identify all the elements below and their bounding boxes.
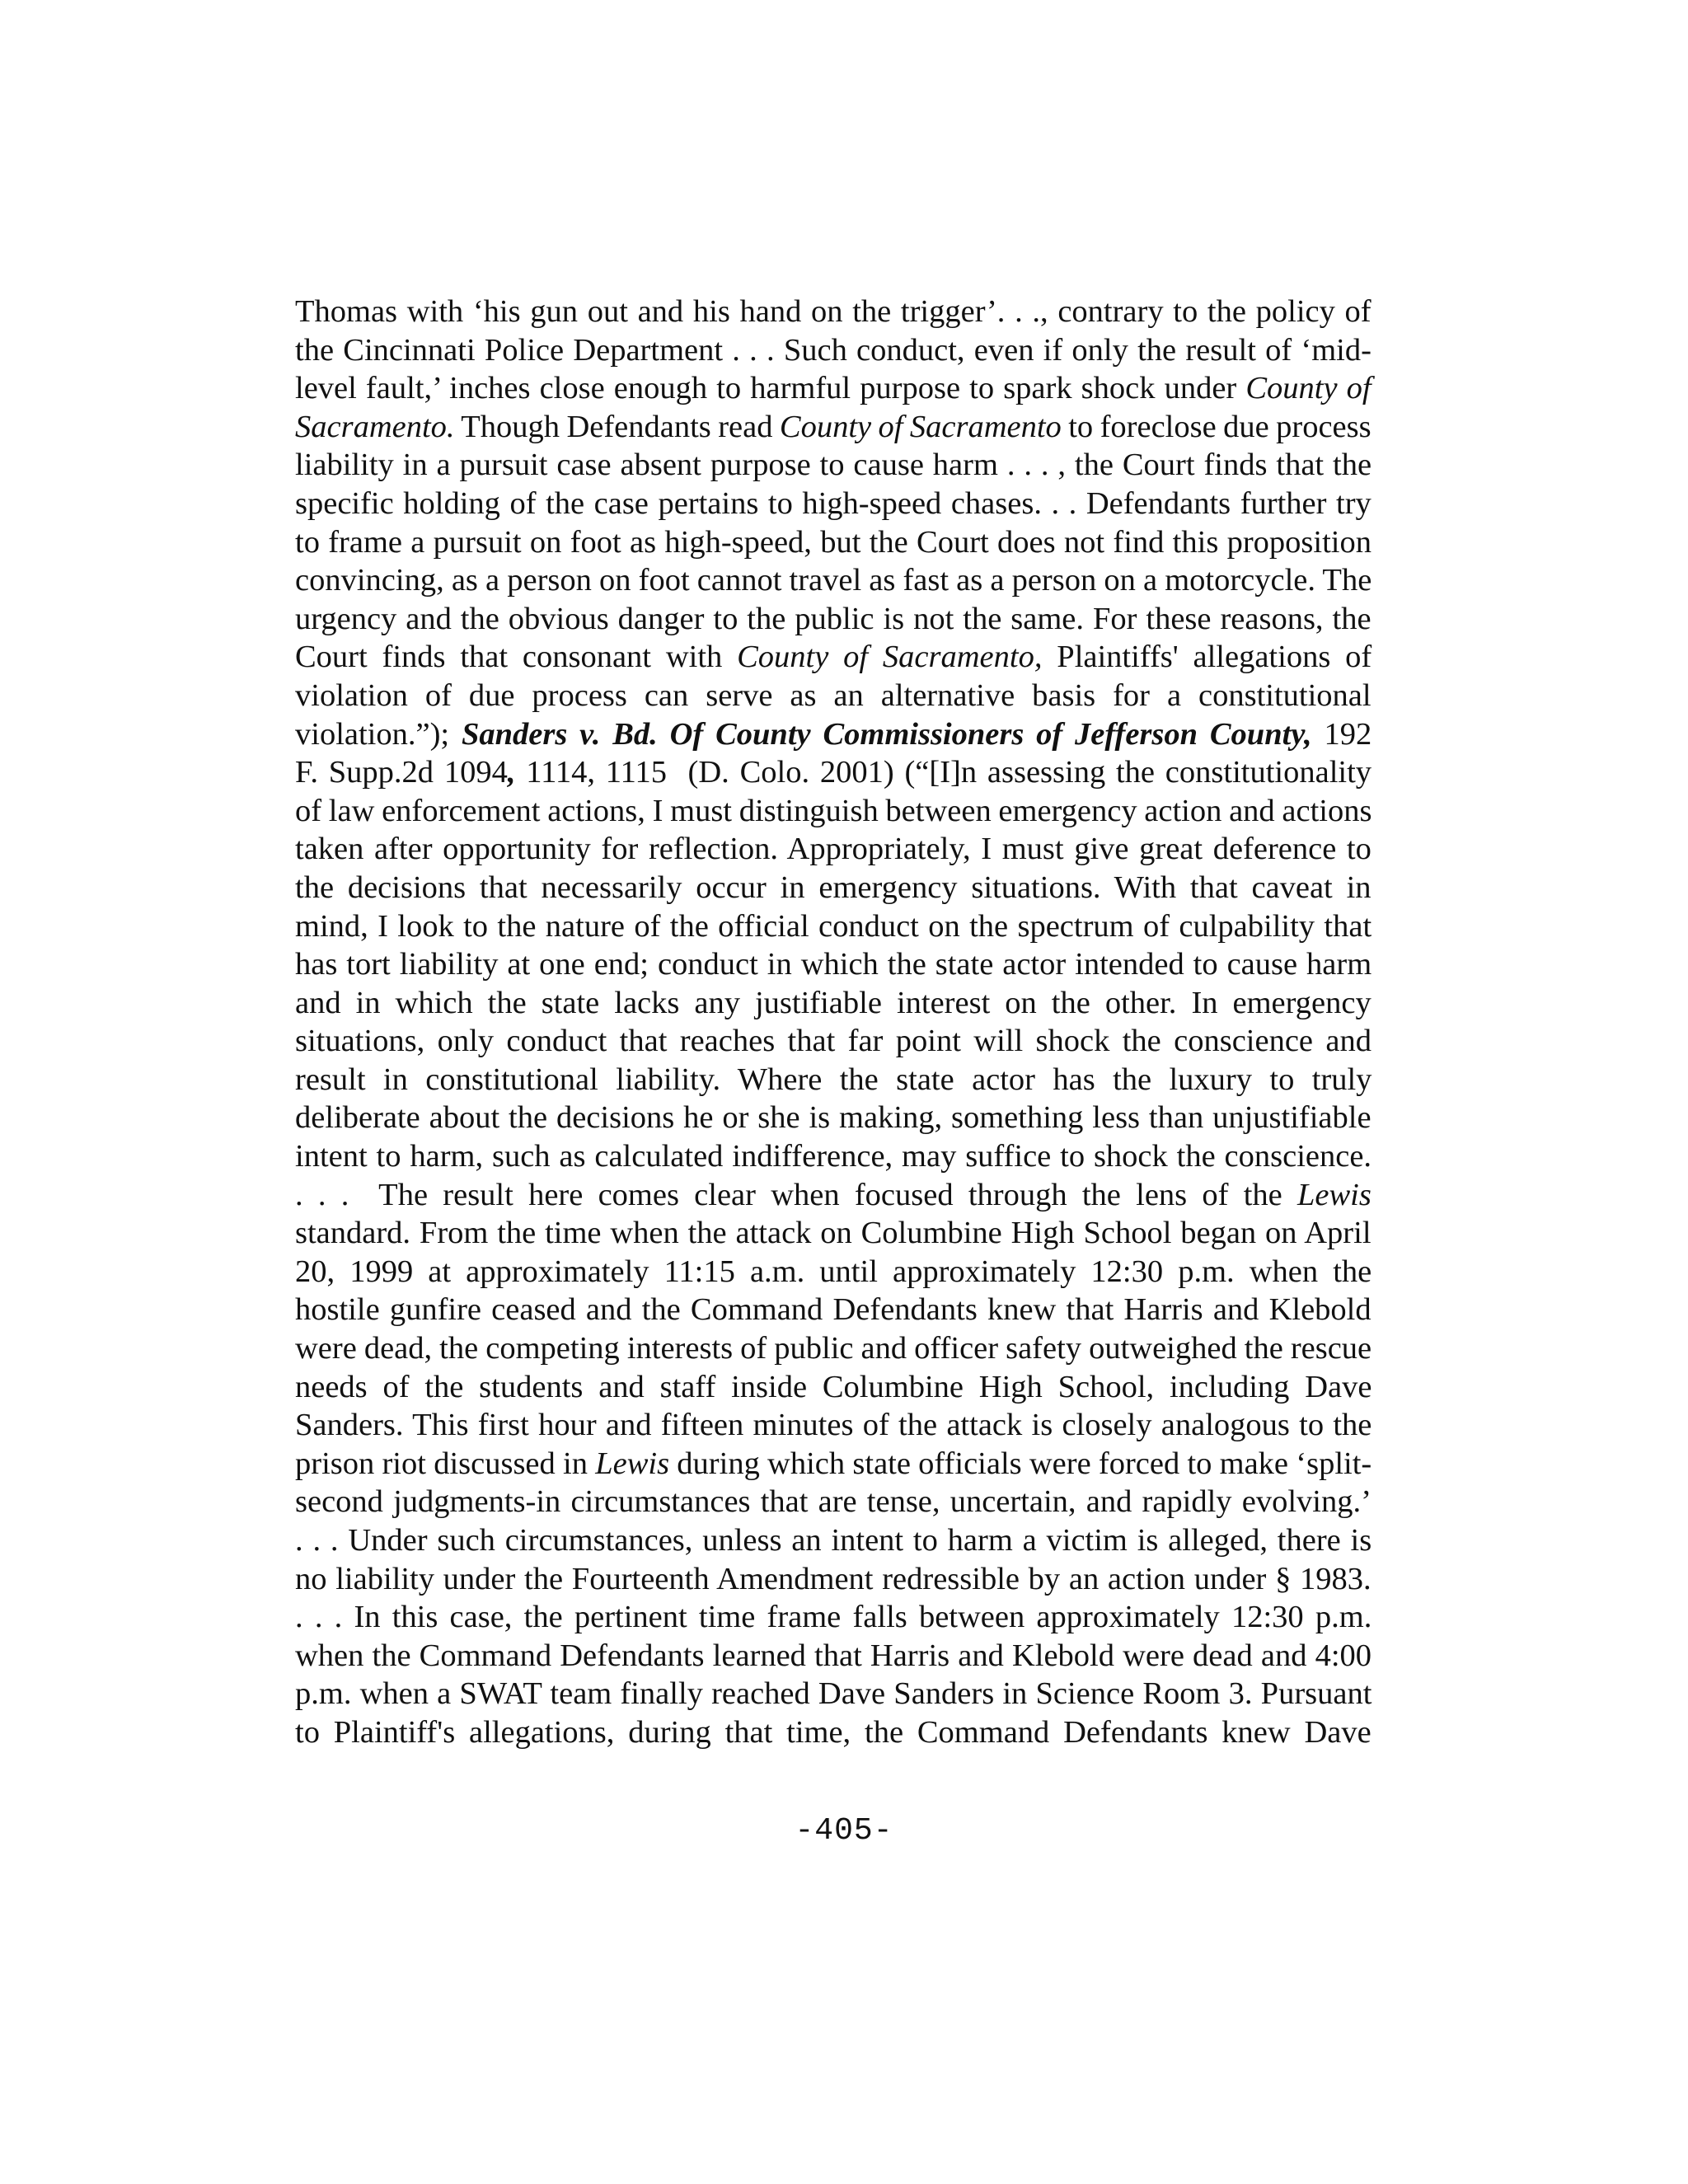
text-run: taken after opportunity for reflection. Appropriately, I must give great deference to	[295, 832, 1372, 867]
text-run: the decisions that necessarily occur in emergency situations. With that caveat in	[295, 869, 1372, 905]
text-run: 192	[1311, 716, 1372, 752]
text-run: liability in a pursuit case absent purpose to cause harm . . . , the Court finds that the	[295, 448, 1372, 483]
text-run: F. Supp.2d 1094	[295, 755, 508, 790]
text-run: to Plaintiff's allegations, during that time, the Command Defendants knew Dave	[295, 1714, 1372, 1750]
text-line	[295, 1061, 1372, 1099]
text-run: . . . Under such circumstances, unless an intent to harm a victim is alleged, there is	[295, 1523, 1372, 1558]
text-line	[295, 293, 1372, 331]
text-line	[295, 1406, 1372, 1445]
text-run: Court finds that consonant with	[295, 640, 738, 675]
text-line	[295, 600, 1372, 639]
text-line	[295, 485, 1372, 523]
text-line	[295, 1368, 1372, 1407]
text-run: has tort liability at one end; conduct in which the state actor intended to cause harm	[295, 947, 1372, 982]
italic-text: County of Sacramento,	[737, 640, 1043, 675]
italic-text: Sacramento.	[295, 409, 455, 444]
italic-text: County of	[1245, 371, 1372, 406]
body-text	[295, 293, 1372, 1752]
text-line	[295, 1291, 1372, 1329]
text-line	[295, 1483, 1372, 1521]
text-run: Though Defendants read	[454, 409, 780, 444]
text-line	[295, 984, 1372, 1023]
text-run: were dead, the competing interests of public and officer safety outweighed the rescue	[295, 1331, 1372, 1366]
text-line	[295, 1253, 1372, 1291]
text-run: of law enforcement actions, I must distinguish between emergency action and actions	[295, 793, 1372, 828]
text-run: to frame a pursuit on foot as high-speed, but the Court does not find this proposition	[295, 524, 1372, 560]
text-run: Thomas with ‘his gun out and his hand on the trigger’. . ., contrary to the policy of	[295, 294, 1372, 329]
text-run: when the Command Defendants learned that Harris and Klebold were dead and 4:00	[295, 1638, 1372, 1673]
text-line	[295, 753, 1372, 792]
text-line	[295, 1329, 1372, 1368]
text-run: during which state officials were forced to make ‘split-	[669, 1446, 1372, 1481]
text-run: violation of due process can serve as an alternative basis for a constitutional	[295, 677, 1372, 713]
case-citation: ,	[507, 755, 516, 790]
text-run: second judgments-in circumstances that are tense, uncertain, and rapidly evolving.’	[295, 1484, 1372, 1520]
page-number: -405-	[795, 1813, 893, 1849]
text-line	[295, 523, 1372, 562]
text-run: Plaintiffs' allegations of	[1042, 640, 1372, 675]
text-run: no liability under the Fourteenth Amendment redressible by an action under § 1983.	[295, 1561, 1372, 1596]
text-line	[295, 1713, 1372, 1752]
text-run: and in which the state lacks any justifiable interest on the other. In emergency	[295, 985, 1372, 1020]
text-line	[295, 907, 1372, 946]
text-run: intent to harm, such as calculated indifference, may suffice to shock the conscience.	[295, 1139, 1372, 1174]
text-run: standard. From the time when the attack on Columbine High School began on April	[295, 1216, 1372, 1251]
text-run: prison riot discussed in	[295, 1446, 596, 1481]
text-run: level fault,’ inches close enough to harmful purpose to spark shock under	[295, 371, 1246, 406]
text-run: 1114, 1115 (D. Colo. 2001) (“[I]n assessing the constitutionality	[515, 755, 1372, 790]
text-line	[295, 945, 1372, 984]
text-line	[295, 1521, 1372, 1560]
text-line	[295, 1598, 1372, 1637]
text-line	[295, 715, 1372, 754]
text-line	[295, 1099, 1372, 1137]
text-line	[295, 638, 1372, 677]
text-line	[295, 869, 1372, 907]
text-run: 20, 1999 at approximately 11:15 a.m. until approximately 12:30 p.m. when the	[295, 1254, 1372, 1289]
text-line	[295, 369, 1372, 408]
text-run: mind, I look to the nature of the official conduct on the spectrum of culpability that	[295, 908, 1372, 944]
text-line	[295, 1675, 1372, 1713]
text-run: situations, only conduct that reaches that far point will shock the conscience and	[295, 1024, 1372, 1059]
text-run: result in constitutional liability. Where the state actor has the luxury to truly	[295, 1062, 1372, 1097]
text-run: . . . The result here comes clear when focused through the lens of the	[295, 1177, 1297, 1212]
text-run: violation.”);	[295, 716, 462, 752]
case-citation: Sanders v. Bd. Of County Commissioners of Jefferson County,	[461, 716, 1312, 752]
text-run: specific holding of the case pertains to high-speed chases. . . Defendants further try	[295, 485, 1372, 521]
text-line	[295, 1214, 1372, 1253]
text-run: needs of the students and staff inside Columbine High School, including Dave	[295, 1369, 1372, 1404]
text-line	[295, 331, 1372, 370]
text-line	[295, 1022, 1372, 1061]
text-run: Sanders. This first hour and fifteen minutes of the attack is closely analogous to the	[295, 1408, 1372, 1443]
italic-text: Lewis	[595, 1446, 670, 1481]
text-run: the Cincinnati Police Department . . . Such conduct, even if only the result of ‘mid-	[295, 332, 1372, 368]
italic-text: Lewis	[1297, 1177, 1372, 1212]
text-line	[295, 408, 1372, 447]
text-run: to foreclose due process	[1061, 409, 1372, 444]
text-line	[295, 677, 1372, 715]
text-line	[295, 792, 1372, 831]
text-line	[295, 1445, 1372, 1483]
text-line	[295, 1637, 1372, 1675]
text-line	[295, 561, 1372, 600]
text-run: hostile gunfire ceased and the Command Defendants knew that Harris and Klebold	[295, 1292, 1372, 1328]
text-line	[295, 446, 1372, 485]
text-run: . . . In this case, the pertinent time frame falls between approximately 12:30 p.m.	[295, 1600, 1372, 1635]
text-line	[295, 1176, 1372, 1215]
text-line	[295, 1560, 1372, 1599]
text-run: urgency and the obvious danger to the public is not the same. For these reasons, the	[295, 601, 1372, 636]
text-line	[295, 830, 1372, 869]
text-run: deliberate about the decisions he or she is making, something less than unjustifiable	[295, 1100, 1372, 1136]
text-run: p.m. when a SWAT team finally reached Dave Sanders in Science Room 3. Pursuant	[295, 1676, 1372, 1712]
text-line	[295, 1137, 1372, 1176]
text-run: convincing, as a person on foot cannot travel as fast as a person on a motorcycle. The	[295, 563, 1372, 598]
italic-text: County of Sacramento	[779, 409, 1062, 444]
